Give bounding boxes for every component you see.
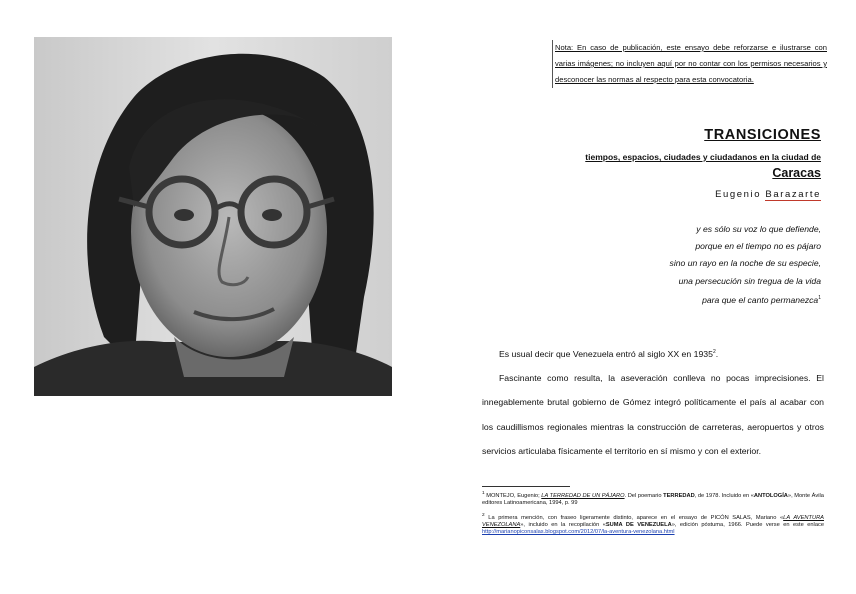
epigraph-line: una persecución sin tregua de la vida [678,275,821,286]
author-last-name: Barazarte [765,189,821,200]
paragraph: Es usual decir que Venezuela entró al siglo XX en 1935$^2$. [499,348,719,359]
footnote-1: $^1$ MONTEJO, Eugenio; LA TERREDAD DE UN PÁJARO. Del poemario TERREDAD, de 1978. Incluido en «ANTOLOGÍA», Monte Ávila editores Latinoamericana, 1994, p. 99 [482,491,824,507]
footnote-ref[interactable]: 2 [712,349,716,355]
source-link[interactable]: http://marianopiconsalas.blogspot.com/2012/07/la-aventura-venezolana.html [482,529,675,536]
epigraph-line: para que el canto permanezca$^1$ [702,294,821,305]
subtitle: tiempos, espacios, ciudades y ciudadanos en la ciudad de [585,152,821,162]
paragraph: Fascinante como resulta, la aseveración conlleva no pocas imprecisiones. El innegablemente brutal gobierno de Gómez integró políticamente el país al acabar con los caudillismos regionales mientras la construcción de carreteras, aeropuertos y otros servicios articulaba físicamente el territorio en sí mismo y con el exterior. [482,373,824,457]
subtitle-city: Caracas [772,166,821,180]
author-first-name: Eugenio [715,189,762,200]
author-name [715,189,821,200]
publication-note: Nota: En caso de publicación, este ensayo debe reforzarse e ilustrarse con varias imágenes; no incluyen aquí por no contar con los permisos necesarios y desconocer las normas al respecto para esta convocatoria. [552,40,827,88]
body-text [482,340,824,463]
epigraph-line: porque en el tiempo no es pájaro [695,241,821,252]
document-page [480,0,825,594]
page-title: TRANSICIONES [704,127,821,143]
epigraph-line: sino un rayo en la noche de su especie, [669,258,821,269]
epigraph-line: y es sólo su voz lo que defiende, [696,224,821,234]
footnote-2: $^2$ La primera mención, con fraseo ligeramente distinto, aparece en el ensayo de PICÓN SALAS, Mariano «LA AVENTURA VENEZOLANA», incluido en la recopilación «SUMA DE VENEZUELA», edición póstuma, 1966. Puede verse en este enlace http://marianopiconsalas.blogspot.com/2012/07/la-aventura-venezolana.html [482,512,824,536]
author-photo [34,37,392,396]
footnotes [482,490,824,541]
epigraph [521,221,821,309]
footnote-ref[interactable]: 1 [818,294,821,301]
footnote-divider [482,486,570,487]
